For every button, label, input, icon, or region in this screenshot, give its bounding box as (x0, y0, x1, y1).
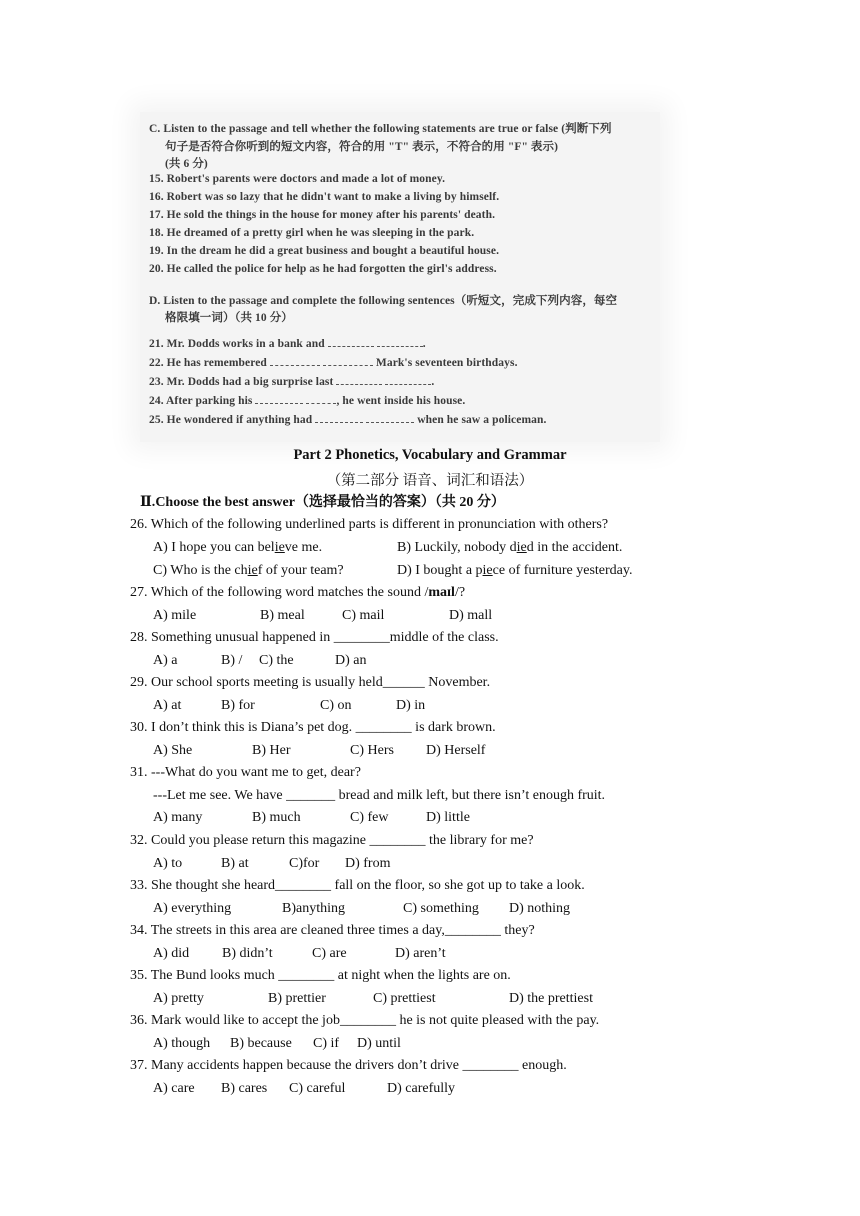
q29-option-a[interactable]: A) at (153, 698, 182, 713)
q31-option-a[interactable]: A) many (153, 810, 203, 825)
q35-option-a[interactable]: A) pretty (153, 991, 204, 1006)
scanned-listening-section (140, 112, 660, 442)
q29-option-d[interactable]: D) in (396, 698, 426, 713)
q34-option-b[interactable]: B) didn’t (222, 946, 273, 961)
q36-option-c[interactable]: C) if (313, 1036, 340, 1051)
q26-option-c[interactable]: C) Who is the chief of your team? (153, 563, 344, 578)
answer-blank[interactable] (377, 336, 423, 347)
q26-option-d[interactable]: D) I bought a piece of furniture yesterday. (397, 563, 633, 578)
statement-15: 15. Robert's parents were doctors and made a lot of money. (149, 173, 446, 185)
answer-blank[interactable] (328, 336, 374, 347)
q28-option-a[interactable]: A) a (153, 653, 178, 668)
question-27-stem: 27. Which of the following word matches the sound /maɪl/? (130, 585, 466, 600)
question-29-stem: 29. Our school sports meeting is usually held______ November. (130, 675, 491, 690)
q36-option-a[interactable]: A) though (153, 1036, 211, 1051)
q27-option-d[interactable]: D) mall (449, 608, 493, 623)
q34-option-c[interactable]: C) are (312, 946, 347, 961)
q33-option-a[interactable]: A) everything (153, 901, 232, 916)
sentence-24: 24. After parking his , he went inside his house. (149, 395, 466, 407)
q31-option-c[interactable]: C) few (350, 810, 389, 825)
answer-blank[interactable] (336, 374, 382, 385)
question-28-stem: 28. Something unusual happened in ________middle of the class. (130, 630, 499, 645)
q26-option-b[interactable]: B) Luckily, nobody died in the accident. (397, 540, 623, 555)
q28-option-d[interactable]: D) an (335, 653, 367, 668)
section-d-title-line-1: D. Listen to the passage and complete the following sentences（听短文，完成下列内容，每空 (149, 295, 618, 307)
q28-option-c[interactable]: C) the (259, 653, 294, 668)
section-d-title-line-2: 格限填一词）（共 10 分） (165, 312, 293, 324)
q30-option-b[interactable]: B) Her (252, 743, 291, 758)
sentence-22: 22. He has remembered Mark's seventeen birthdays. (149, 357, 518, 369)
answer-blank[interactable] (306, 393, 336, 404)
q37-option-d[interactable]: D) carefully (387, 1081, 456, 1096)
statement-19: 19. In the dream he did a great business and bought a beautiful house. (149, 245, 500, 257)
q32-option-d[interactable]: D) from (345, 856, 391, 871)
q37-option-b[interactable]: B) cares (221, 1081, 268, 1096)
q32-option-a[interactable]: A) to (153, 856, 183, 871)
q31-option-d[interactable]: D) little (426, 810, 470, 825)
q33-option-d[interactable]: D) nothing (509, 901, 571, 916)
q26-option-a[interactable]: A) I hope you can believe me. (153, 540, 323, 555)
answer-blank[interactable] (255, 393, 303, 404)
q35-option-c[interactable]: C) prettiest (373, 991, 436, 1006)
q35-option-d[interactable]: D) the prettiest (509, 991, 593, 1006)
section-ii-title: Ⅱ.Choose the best answer（选择最恰当的答案）（共 20 分） (140, 495, 505, 510)
q30-option-d[interactable]: D) Herself (426, 743, 486, 758)
section-c-title-line-3: (共 6 分) (165, 158, 208, 170)
answer-blank[interactable] (315, 412, 363, 423)
q29-option-b[interactable]: B) for (221, 698, 255, 713)
q30-option-a[interactable]: A) She (153, 743, 193, 758)
q28-option-b[interactable]: B) / (221, 653, 243, 668)
question-31-stem: 31. ---What do you want me to get, dear? (130, 765, 361, 780)
q27-option-a[interactable]: A) mile (153, 608, 197, 623)
statement-18: 18. He dreamed of a pretty girl when he was sleeping in the park. (149, 227, 475, 239)
q27-option-b[interactable]: B) meal (260, 608, 305, 623)
statement-16: 16. Robert was so lazy that he didn't want to make a living by himself. (149, 191, 500, 203)
part2-heading: Part 2 Phonetics, Vocabulary and Grammar (293, 447, 567, 463)
q29-option-c[interactable]: C) on (320, 698, 352, 713)
question-32-stem: 32. Could you please return this magazine ________ the library for me? (130, 833, 534, 848)
answer-blank[interactable] (323, 355, 373, 366)
sentence-23: 23. Mr. Dodds had a big surprise last . (149, 376, 435, 388)
q33-option-c[interactable]: C) something (403, 901, 479, 916)
sentence-25: 25. He wondered if anything had when he saw a policeman. (149, 414, 547, 426)
answer-blank[interactable] (366, 412, 414, 423)
q32-option-c[interactable]: C)for (289, 856, 320, 871)
q34-option-d[interactable]: D) aren’t (395, 946, 446, 961)
q32-option-b[interactable]: B) at (221, 856, 249, 871)
q31-option-b[interactable]: B) much (252, 810, 301, 825)
statement-17: 17. He sold the things in the house for money after his parents' death. (149, 209, 496, 221)
q36-option-d[interactable]: D) until (357, 1036, 401, 1051)
q35-option-b[interactable]: B) prettier (268, 991, 326, 1006)
q33-option-b[interactable]: B)anything (282, 901, 345, 916)
q37-option-a[interactable]: A) care (153, 1081, 195, 1096)
question-35-stem: 35. The Bund looks much ________ at night when the lights are on. (130, 968, 511, 983)
question-34-stem: 34. The streets in this area are cleaned three times a day,________ they? (130, 923, 535, 938)
question-30-stem: 30. I don’t think this is Diana’s pet dog. ________ is dark brown. (130, 720, 496, 735)
sentence-21: 21. Mr. Dodds works in a bank and . (149, 338, 426, 350)
q34-option-a[interactable]: A) did (153, 946, 190, 961)
section-c-title-line-1: C. Listen to the passage and tell whether the following statements are true or false (判断下列 (149, 123, 612, 135)
question-31-stem-2: ---Let me see. We have _______ bread and milk left, but there isn’t enough fruit. (153, 788, 606, 803)
question-37-stem: 37. Many accidents happen because the drivers don’t drive ________ enough. (130, 1058, 567, 1073)
q36-option-b[interactable]: B) because (230, 1036, 292, 1051)
answer-blank[interactable] (385, 374, 431, 385)
question-26-stem: 26. Which of the following underlined parts is different in pronunciation with others? (130, 517, 609, 532)
part2-heading-cn: （第二部分 语音、词汇和语法） (326, 473, 534, 489)
section-c-title-line-2: 句子是否符合你听到的短文内容，符合的用 "T" 表示，不符合的用 "F" 表示) (165, 141, 559, 153)
q30-option-c[interactable]: C) Hers (350, 743, 394, 758)
q37-option-c[interactable]: C) careful (289, 1081, 346, 1096)
question-33-stem: 33. She thought she heard________ fall on the floor, so she got up to take a look. (130, 878, 585, 893)
question-36-stem: 36. Mark would like to accept the job________ he is not quite pleased with the pay. (130, 1013, 600, 1028)
answer-blank[interactable] (270, 355, 320, 366)
statement-20: 20. He called the police for help as he had forgotten the girl's address. (149, 263, 497, 275)
q27-option-c[interactable]: C) mail (342, 608, 385, 623)
